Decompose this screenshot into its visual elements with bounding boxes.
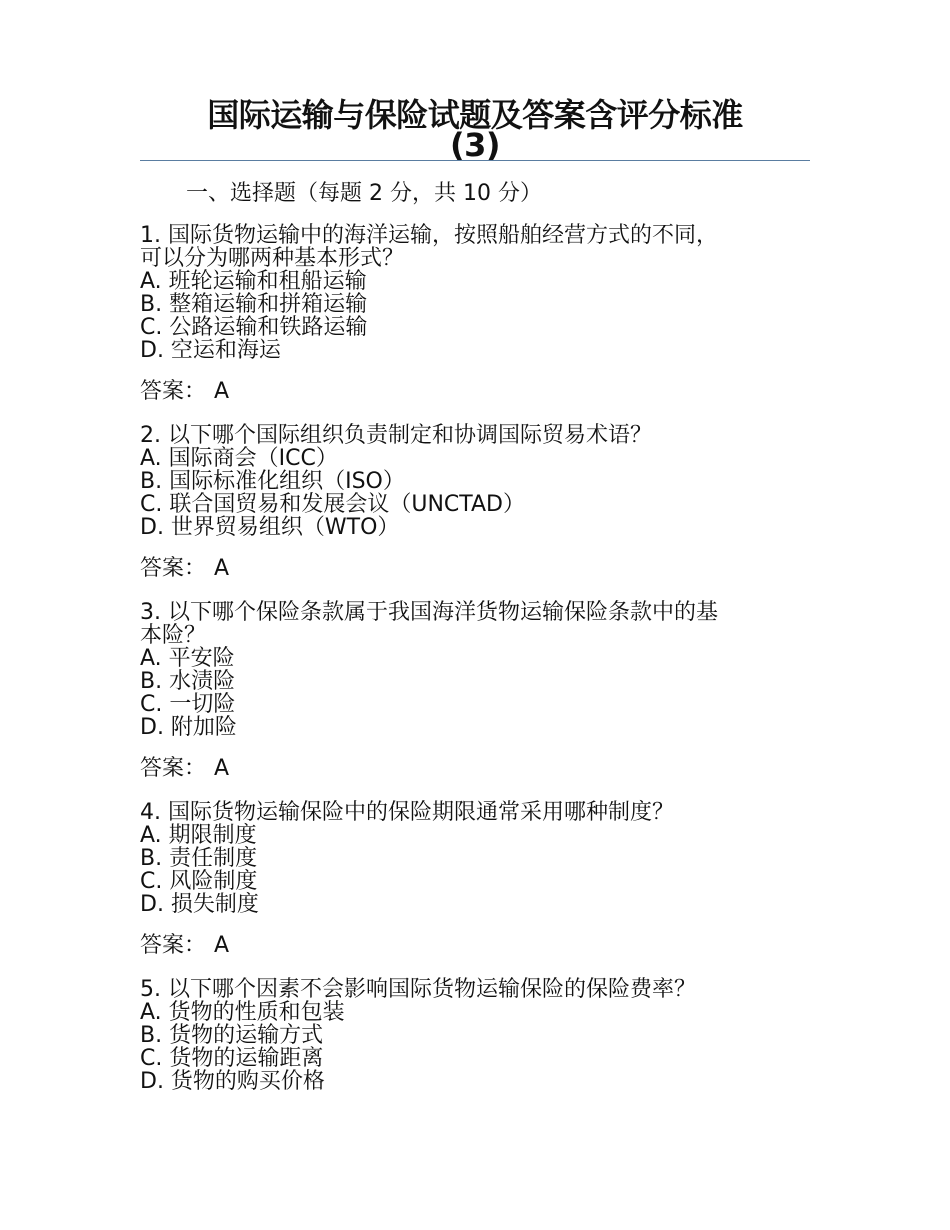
option-d: D. 世界贸易组织（WTO） — [140, 515, 400, 540]
answer-label: 答案： — [140, 756, 207, 781]
question-stem-line: 4. 国际货物运输保险中的保险期限通常采用哪种制度？ — [140, 800, 674, 825]
question-stem-line: 3. 以下哪个保险条款属于我国海洋货物运输保险条款中的基 — [140, 600, 718, 625]
option-a: A. 平安险 — [140, 646, 235, 671]
answer-label: 答案： — [140, 933, 207, 958]
question-text — [140, 601, 810, 739]
question-stem-line: 本险？ — [140, 623, 207, 648]
answer-line — [140, 755, 810, 783]
title-sub: (3) — [449, 126, 500, 164]
question-block — [140, 224, 810, 406]
option-d: D. 损失制度 — [140, 892, 259, 917]
question-text — [140, 224, 810, 362]
question-text — [140, 978, 810, 1093]
answer-label: 答案： — [140, 556, 207, 581]
question-stem-line: 5. 以下哪个因素不会影响国际货物运输保险的保险费率？ — [140, 977, 696, 1002]
document-title — [140, 96, 810, 164]
option-c: C. 联合国贸易和发展会议（UNCTAD） — [140, 492, 525, 517]
question-block — [140, 978, 810, 1093]
option-b: B. 水渍险 — [140, 669, 236, 694]
option-d: D. 空运和海运 — [140, 338, 281, 363]
option-b: B. 国际标准化组织（ISO） — [140, 469, 405, 494]
option-c: C. 风险制度 — [140, 869, 258, 894]
question-block — [140, 801, 810, 960]
title-divider — [140, 160, 810, 161]
option-c: C. 一切险 — [140, 692, 236, 717]
option-b: B. 整箱运输和拼箱运输 — [140, 292, 368, 317]
answer-line — [140, 555, 810, 583]
option-d: D. 货物的购买价格 — [140, 1069, 325, 1094]
option-a: A. 货物的性质和包装 — [140, 1000, 345, 1025]
question-text — [140, 801, 810, 916]
answer-line — [140, 378, 810, 406]
answer-value: A — [214, 379, 230, 404]
question-block — [140, 601, 810, 783]
title-main: 国际运输与保险试题及答案含评分标准 — [207, 96, 743, 134]
question-stem-line: 可以分为哪两种基本形式？ — [140, 246, 405, 271]
option-b: B. 货物的运输方式 — [140, 1023, 324, 1048]
option-c: C. 公路运输和铁路运输 — [140, 315, 368, 340]
option-d: D. 附加险 — [140, 715, 237, 740]
section-heading: 一、选择题（每题 2 分，共 10 分） — [186, 181, 542, 206]
option-a: A. 国际商会（ICC） — [140, 446, 338, 471]
answer-line — [140, 932, 810, 960]
question-text — [140, 424, 810, 539]
option-c: C. 货物的运输距离 — [140, 1046, 324, 1071]
option-b: B. 责任制度 — [140, 846, 258, 871]
answer-value: A — [214, 556, 230, 581]
question-stem-line: 1. 国际货物运输中的海洋运输，按照船舶经营方式的不同， — [140, 223, 718, 248]
option-a: A. 班轮运输和租船运输 — [140, 269, 367, 294]
answer-value: A — [214, 933, 230, 958]
option-a: A. 期限制度 — [140, 823, 257, 848]
question-block — [140, 424, 810, 583]
question-list — [140, 224, 810, 1093]
answer-value: A — [214, 756, 230, 781]
answer-label: 答案： — [140, 379, 207, 404]
question-stem-line: 2. 以下哪个国际组织负责制定和协调国际贸易术语？ — [140, 423, 652, 448]
